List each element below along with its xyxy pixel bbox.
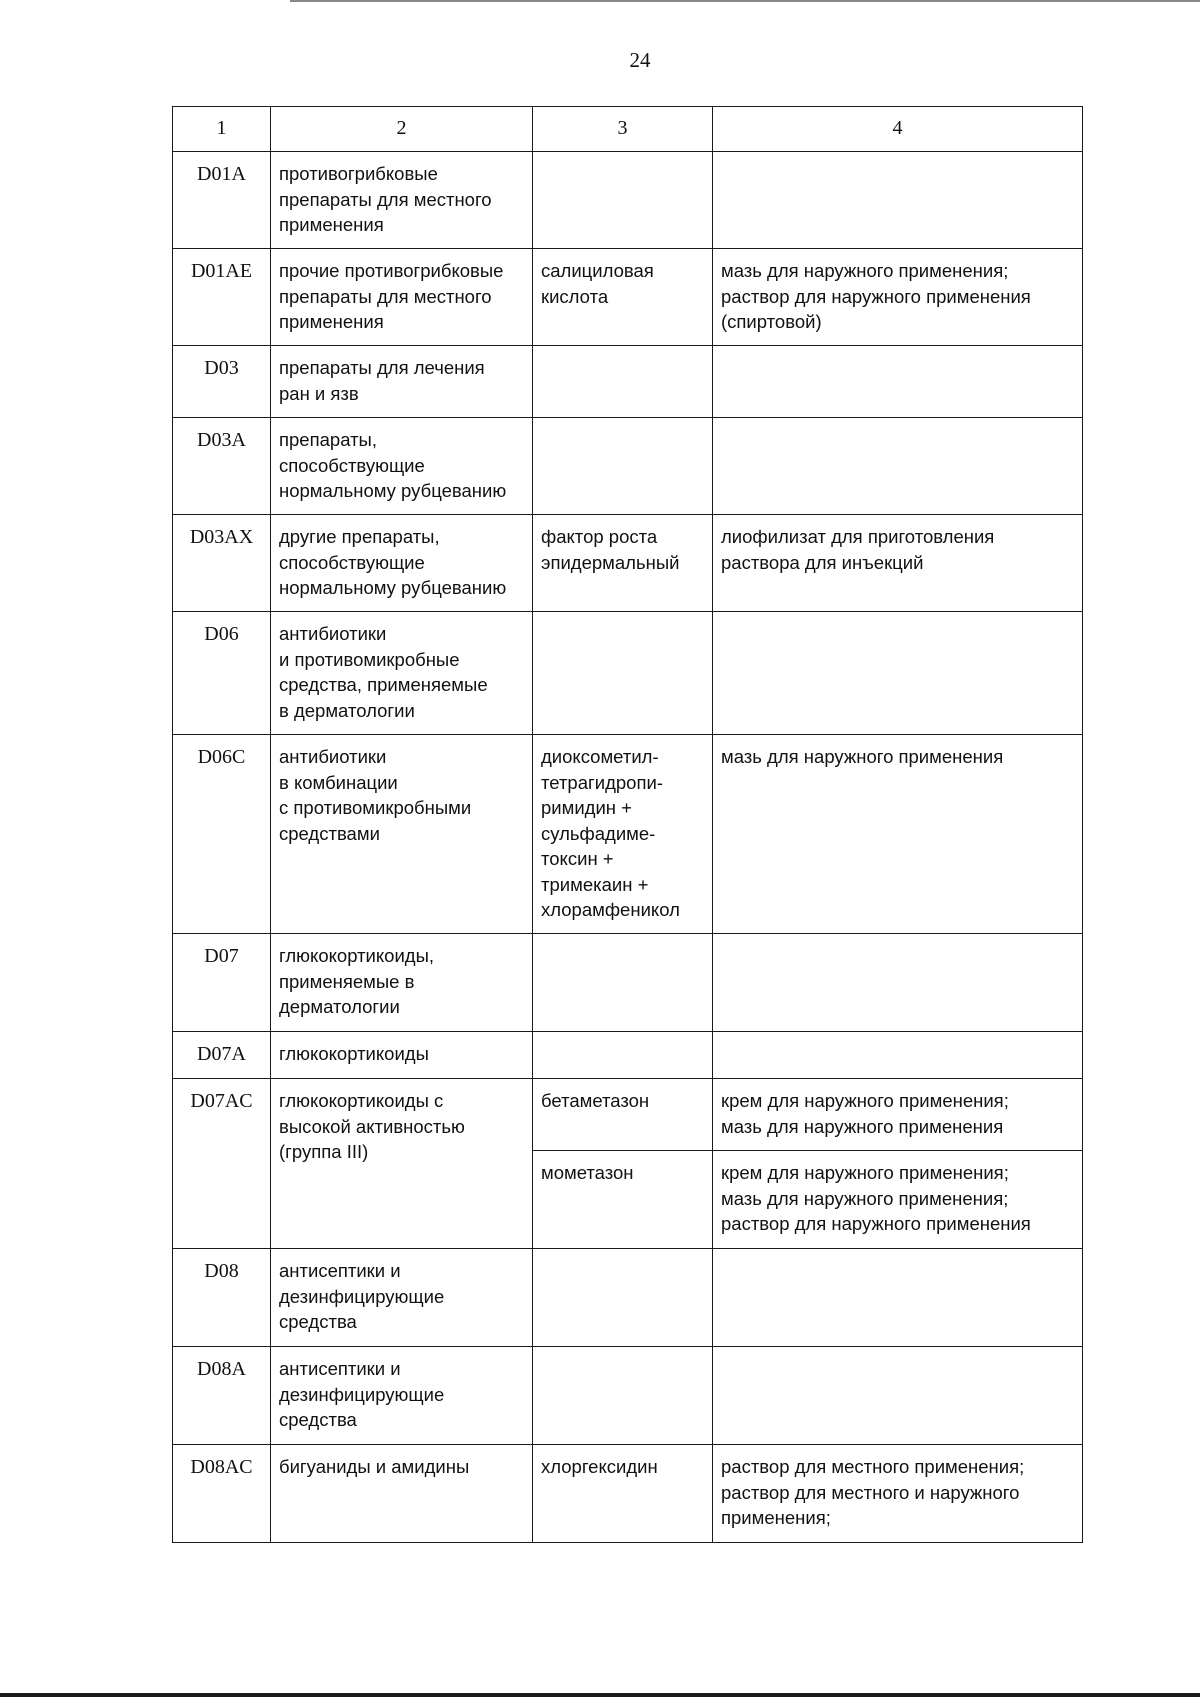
table-row [173, 152, 1083, 249]
atc-code-cell: D06 [173, 612, 271, 735]
table-row [173, 1445, 1083, 1543]
header-cell-3: 3 [533, 107, 713, 152]
substance-cell: бетаметазон [533, 1079, 713, 1151]
substance-cell [533, 1347, 713, 1445]
table-row [173, 249, 1083, 346]
substance-cell [533, 1032, 713, 1079]
header-cell-4: 4 [713, 107, 1083, 152]
substance-cell: фактор роста эпидермальный [533, 515, 713, 612]
group-name-cell: антибиотики в комбинации с противомикробными средствами [271, 735, 533, 934]
substance-cell: мометазон [533, 1151, 713, 1249]
substance-cell: диоксометил- тетрагидропи- римидин + сульфадиме- токсин + тримекаин + хлорамфеникол [533, 735, 713, 934]
group-name-cell: антибиотики и противомикробные средства, применяемые в дерматологии [271, 612, 533, 735]
table-row [173, 612, 1083, 735]
group-name-cell: противогрибковые препараты для местного применения [271, 152, 533, 249]
atc-code-cell: D07AC [173, 1079, 271, 1249]
atc-code-cell: D07 [173, 934, 271, 1032]
atc-code-cell: D06C [173, 735, 271, 934]
table-header-row [173, 107, 1083, 152]
dosage-form-cell [713, 346, 1083, 418]
substance-cell [533, 152, 713, 249]
dosage-form-cell: мазь для наружного применения [713, 735, 1083, 934]
substance-cell: хлоргексидин [533, 1445, 713, 1543]
table-row [173, 1079, 1083, 1151]
substance-cell [533, 934, 713, 1032]
group-name-cell: бигуаниды и амидины [271, 1445, 533, 1543]
dosage-form-cell [713, 612, 1083, 735]
substance-cell [533, 612, 713, 735]
drug-classification-table [172, 106, 1083, 1543]
dosage-form-cell: раствор для местного применения; раствор для местного и наружного применения; [713, 1445, 1083, 1543]
table-row [173, 515, 1083, 612]
dosage-form-cell [713, 418, 1083, 515]
atc-code-cell: D03AX [173, 515, 271, 612]
dosage-form-cell: крем для наружного применения; мазь для наружного применения [713, 1079, 1083, 1151]
substance-cell [533, 1249, 713, 1347]
dosage-form-cell [713, 1249, 1083, 1347]
atc-code-cell: D03A [173, 418, 271, 515]
group-name-cell: препараты, способствующие нормальному рубцеванию [271, 418, 533, 515]
dosage-form-cell [713, 934, 1083, 1032]
table-row [173, 1032, 1083, 1079]
header-cell-1: 1 [173, 107, 271, 152]
dosage-form-cell: мазь для наружного применения; раствор для наружного применения (спиртовой) [713, 249, 1083, 346]
group-name-cell: глюкокортикоиды с высокой активностью (группа III) [271, 1079, 533, 1249]
atc-code-cell: D08 [173, 1249, 271, 1347]
group-name-cell: другие препараты, способствующие нормальному рубцеванию [271, 515, 533, 612]
scan-top-edge [290, 0, 1200, 2]
atc-code-cell: D01AE [173, 249, 271, 346]
header-cell-2: 2 [271, 107, 533, 152]
table-row [173, 418, 1083, 515]
dosage-form-cell [713, 152, 1083, 249]
dosage-form-cell [713, 1347, 1083, 1445]
atc-code-cell: D08A [173, 1347, 271, 1445]
group-name-cell: глюкокортикоиды [271, 1032, 533, 1079]
substance-cell: салициловая кислота [533, 249, 713, 346]
dosage-form-cell: лиофилизат для приготовления раствора для инъекций [713, 515, 1083, 612]
atc-code-cell: D08AC [173, 1445, 271, 1543]
group-name-cell: антисептики и дезинфицирующие средства [271, 1249, 533, 1347]
dosage-form-cell: крем для наружного применения; мазь для наружного применения; раствор для наружного применения [713, 1151, 1083, 1249]
substance-cell [533, 418, 713, 515]
atc-code-cell: D03 [173, 346, 271, 418]
group-name-cell: антисептики и дезинфицирующие средства [271, 1347, 533, 1445]
table-row [173, 1347, 1083, 1445]
atc-code-cell: D07A [173, 1032, 271, 1079]
page-number: 24 [629, 48, 651, 72]
table-row [173, 346, 1083, 418]
table-row [173, 735, 1083, 934]
table-row [173, 1249, 1083, 1347]
group-name-cell: препараты для лечения ран и язв [271, 346, 533, 418]
group-name-cell: глюкокортикоиды, применяемые в дерматологии [271, 934, 533, 1032]
group-name-cell: прочие противогрибковые препараты для местного применения [271, 249, 533, 346]
scan-bottom-edge [0, 1693, 1200, 1697]
dosage-form-cell [713, 1032, 1083, 1079]
substance-cell [533, 346, 713, 418]
atc-code-cell: D01A [173, 152, 271, 249]
table-row [173, 934, 1083, 1032]
